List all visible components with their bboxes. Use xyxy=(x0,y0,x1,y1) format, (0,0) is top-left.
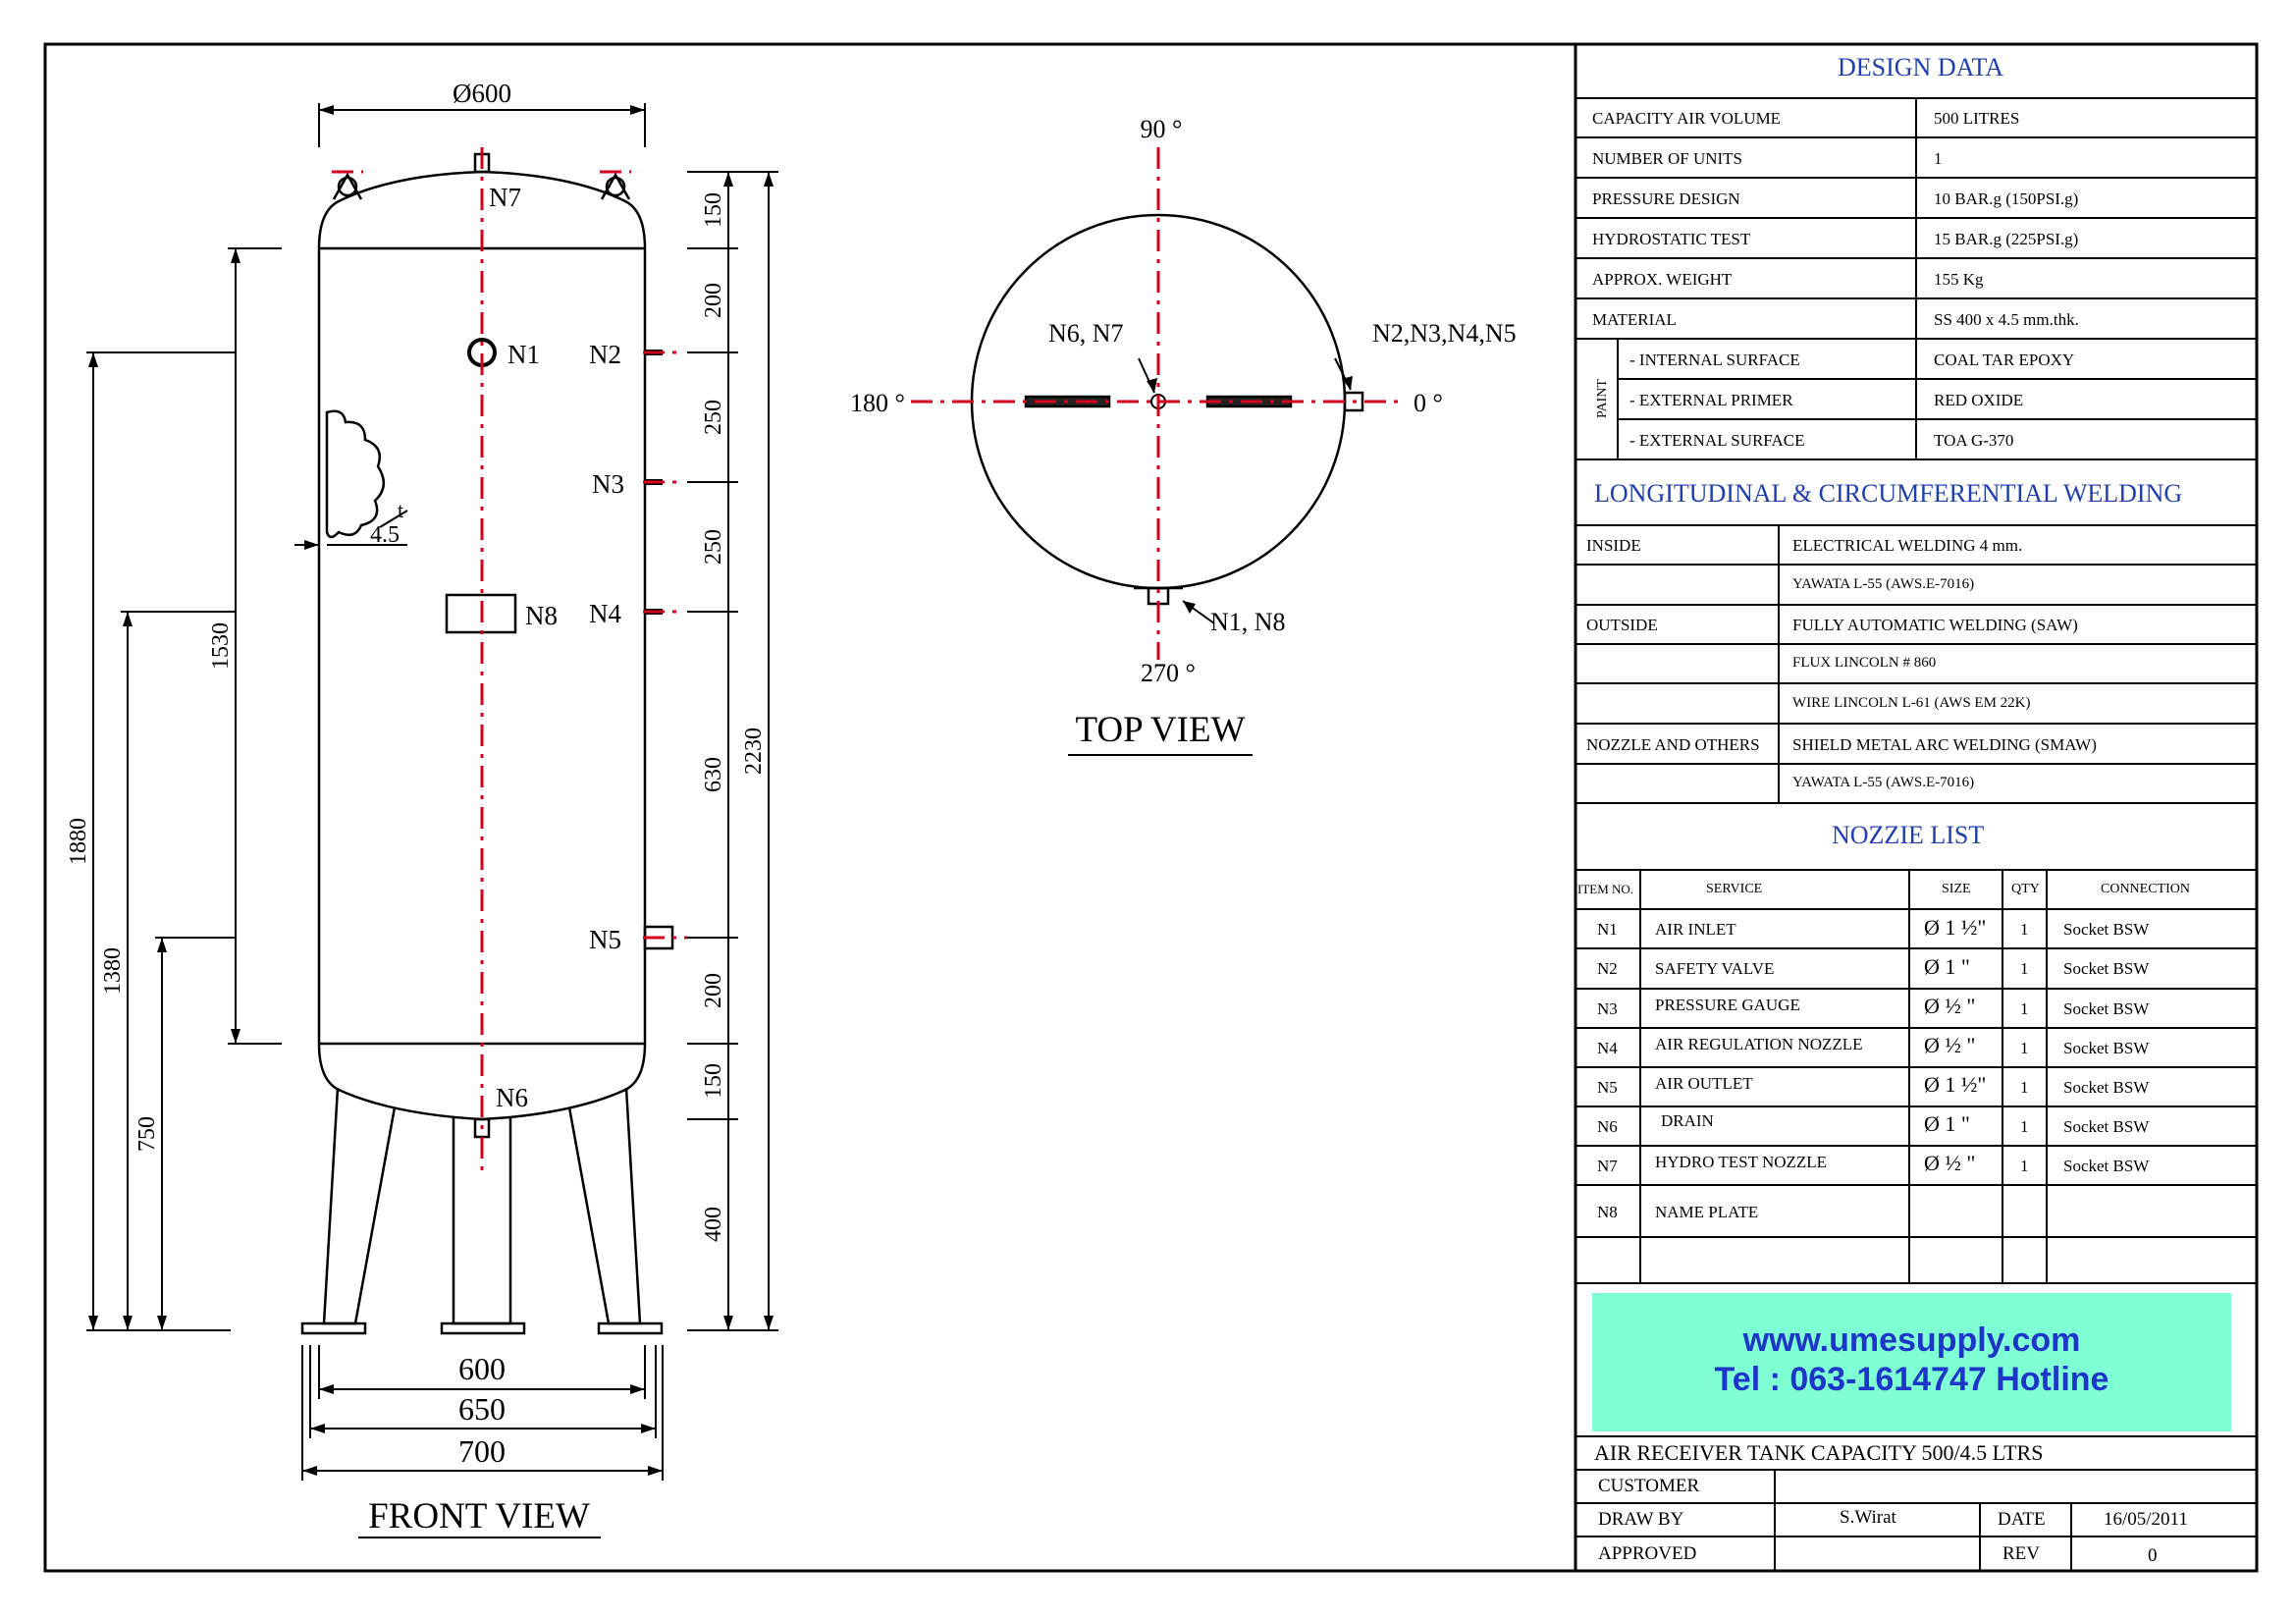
nl-size: Ø ½ " xyxy=(1924,1033,1976,1057)
top-label-n1-n8: N1, N8 xyxy=(1210,608,1286,636)
contact-banner xyxy=(1592,1293,2231,1431)
diameter-label: Ø600 xyxy=(453,79,511,108)
nl-item: N7 xyxy=(1597,1157,1618,1175)
dd-label-1: NUMBER OF UNITS xyxy=(1592,149,1743,168)
nl-size: Ø 1 ½" xyxy=(1924,915,1987,940)
nl-service: NAME PLATE xyxy=(1655,1203,1759,1221)
date-value: 16/05/2011 xyxy=(2104,1509,2188,1530)
nl-connection: Socket BSW xyxy=(2063,1117,2150,1136)
paint-value-2: TOA G-370 xyxy=(1934,431,2014,450)
dim-2230: 2230 xyxy=(741,728,767,775)
dd-label-5: MATERIAL xyxy=(1592,310,1677,329)
base-dim-700: 700 xyxy=(458,1433,506,1469)
dim-1530: 1530 xyxy=(208,622,234,670)
angle-180: 180 ° xyxy=(850,389,905,417)
dd-label-0: CAPACITY AIR VOLUME xyxy=(1592,109,1782,128)
angle-270: 270 ° xyxy=(1141,659,1196,687)
dd-label-2: PRESSURE DESIGN xyxy=(1592,189,1740,208)
nl-size: Ø ½ " xyxy=(1924,1151,1976,1175)
weld-value-0: ELECTRICAL WELDING 4 mm. xyxy=(1792,536,2023,555)
nl-service: SAFETY VALVE xyxy=(1655,959,1775,978)
nl-header-qty: QTY xyxy=(2011,882,2040,896)
front-centerlines xyxy=(332,147,687,1178)
nl-service: HYDRO TEST NOZZLE xyxy=(1655,1153,1828,1171)
nozzle-label-n1: N1 xyxy=(507,340,540,369)
front-arrowheads xyxy=(88,105,774,1476)
nl-connection: Socket BSW xyxy=(2063,959,2150,978)
weld-t-label: t xyxy=(398,498,404,522)
nl-connection: Socket BSW xyxy=(2063,999,2150,1018)
nl-connection: Socket BSW xyxy=(2063,1039,2150,1057)
dim-200-b: 200 xyxy=(701,973,726,1008)
customer-label: CUSTOMER xyxy=(1598,1476,1700,1496)
welding-title: LONGITUDINAL & CIRCUMFERENTIAL WELDING xyxy=(1594,479,2183,508)
weld-value-4: WIRE LINCOLN L-61 (AWS EM 22K) xyxy=(1792,695,2031,711)
weld-label-2: OUTSIDE xyxy=(1586,616,1658,634)
nl-qty: 1 xyxy=(2020,1117,2029,1136)
paint-value-1: RED OXIDE xyxy=(1934,391,2024,409)
weld-label-5: NOZZLE AND OTHERS xyxy=(1586,735,1760,754)
rev-label: REV xyxy=(2002,1543,2040,1564)
dim-630: 630 xyxy=(701,757,726,792)
nl-header-item: ITEM NO. xyxy=(1577,882,1634,896)
nozzle-label-n3: N3 xyxy=(592,469,624,499)
angle-0: 0 ° xyxy=(1414,389,1443,417)
nl-qty: 1 xyxy=(2020,1039,2029,1057)
approved-label: APPROVED xyxy=(1598,1543,1697,1564)
weld-value-3: FLUX LINCOLN # 860 xyxy=(1792,655,1937,671)
nozzle-label-n2: N2 xyxy=(589,340,621,369)
dd-label-3: HYDROSTATIC TEST xyxy=(1592,230,1751,248)
paint-value-0: COAL TAR EPOXY xyxy=(1934,351,2075,369)
paint-label: PAINT xyxy=(1595,379,1610,418)
phone-hotline[interactable]: Tel : 063-1614747 Hotline xyxy=(1714,1361,2109,1398)
nl-size: Ø 1 " xyxy=(1924,1111,1970,1136)
dim-200-a: 200 xyxy=(701,283,726,318)
dd-value-0: 500 LITRES xyxy=(1934,109,2020,128)
angle-90: 90 ° xyxy=(1140,115,1183,143)
weld-value-5: SHIELD METAL ARC WELDING (SMAW) xyxy=(1792,735,2097,754)
top-label-n2-n5: N2,N3,N4,N5 xyxy=(1372,319,1517,348)
top-label-n6-n7: N6, N7 xyxy=(1048,319,1124,348)
nl-header-connection: CONNECTION xyxy=(2101,882,2190,896)
base-dim-600: 600 xyxy=(458,1351,506,1386)
top-view-title: TOP VIEW xyxy=(1075,710,1246,750)
nl-item: N5 xyxy=(1597,1078,1618,1097)
weld-label-0: INSIDE xyxy=(1586,536,1641,555)
nozzle-label-n6: N6 xyxy=(496,1083,528,1112)
nozzle-label-n5: N5 xyxy=(589,925,621,954)
top-centerlines xyxy=(911,147,1399,660)
nl-item: N8 xyxy=(1597,1203,1618,1221)
draw-by-value: S.Wirat xyxy=(1840,1507,1896,1528)
nl-qty: 1 xyxy=(2020,999,2029,1018)
drawing-title: AIR RECEIVER TANK CAPACITY 500/4.5 LTRS xyxy=(1594,1440,2044,1465)
nl-item: N2 xyxy=(1597,959,1618,978)
nl-item: N1 xyxy=(1597,920,1618,939)
nl-connection: Socket BSW xyxy=(2063,1157,2150,1175)
rev-value: 0 xyxy=(2148,1545,2158,1566)
nl-service: AIR OUTLET xyxy=(1655,1074,1753,1093)
weld-value-1: YAWATA L-55 (AWS.E-7016) xyxy=(1792,576,1975,592)
nl-service: AIR INLET xyxy=(1655,920,1736,939)
dd-value-3: 15 BAR.g (225PSI.g) xyxy=(1934,230,2079,248)
weld-thickness-value: 4.5 xyxy=(370,522,400,548)
dd-value-5: SS 400 x 4.5 mm.thk. xyxy=(1934,310,2079,329)
nl-qty: 1 xyxy=(2020,1078,2029,1097)
nozzle-label-n4: N4 xyxy=(589,599,621,628)
paint-label-0: - INTERNAL SURFACE xyxy=(1629,351,1800,369)
dim-750: 750 xyxy=(134,1116,160,1152)
dd-value-2: 10 BAR.g (150PSI.g) xyxy=(1934,189,2079,208)
nl-size: Ø 1 ½" xyxy=(1924,1072,1987,1097)
dd-label-4: APPROX. WEIGHT xyxy=(1592,270,1733,289)
design-data-title: DESIGN DATA xyxy=(1838,53,2004,81)
base-dim-650: 650 xyxy=(458,1391,506,1427)
dim-400: 400 xyxy=(701,1207,726,1242)
nl-connection: Socket BSW xyxy=(2063,1078,2150,1097)
nl-header-size: SIZE xyxy=(1942,882,1971,896)
dim-250-a: 250 xyxy=(701,400,726,435)
nl-item: N3 xyxy=(1597,999,1618,1018)
nl-service: DRAIN xyxy=(1661,1111,1714,1130)
nozzle-list-title: NOZZIE LIST xyxy=(1832,821,1985,849)
dim-150-top: 150 xyxy=(701,192,726,228)
date-label: DATE xyxy=(1998,1509,2046,1530)
dim-1880: 1880 xyxy=(66,818,91,865)
paint-label-1: - EXTERNAL PRIMER xyxy=(1629,391,1793,409)
dim-1380: 1380 xyxy=(100,947,126,995)
nl-size: Ø ½ " xyxy=(1924,994,1976,1018)
nl-service: AIR REGULATION NOZZLE xyxy=(1655,1035,1863,1053)
dim-250-b: 250 xyxy=(701,529,726,565)
dd-value-1: 1 xyxy=(1934,149,1943,168)
draw-by-label: DRAW BY xyxy=(1598,1509,1684,1530)
website-link[interactable]: www.umesupply.com xyxy=(1742,1321,2081,1359)
nl-qty: 1 xyxy=(2020,920,2029,939)
nl-connection: Socket BSW xyxy=(2063,920,2150,939)
nl-item: N4 xyxy=(1597,1039,1618,1057)
nl-size: Ø 1 " xyxy=(1924,954,1970,979)
dim-150-bottom: 150 xyxy=(701,1063,726,1099)
nl-qty: 1 xyxy=(2020,959,2029,978)
nl-qty: 1 xyxy=(2020,1157,2029,1175)
weld-value-6: YAWATA L-55 (AWS.E-7016) xyxy=(1792,775,1975,790)
nl-item: N6 xyxy=(1597,1117,1618,1136)
nozzle-label-n7: N7 xyxy=(489,183,521,212)
nl-service: PRESSURE GAUGE xyxy=(1655,996,1800,1014)
front-view-title: FRONT VIEW xyxy=(368,1496,590,1537)
nozzle-label-n8: N8 xyxy=(525,601,558,630)
weld-value-2: FULLY AUTOMATIC WELDING (SAW) xyxy=(1792,616,2078,634)
front-dimensions xyxy=(86,103,778,1537)
nl-header-service: SERVICE xyxy=(1706,882,1763,896)
dd-value-4: 155 Kg xyxy=(1934,270,1984,289)
top-arrowheads xyxy=(1147,376,1353,614)
paint-label-2: - EXTERNAL SURFACE xyxy=(1629,431,1805,450)
